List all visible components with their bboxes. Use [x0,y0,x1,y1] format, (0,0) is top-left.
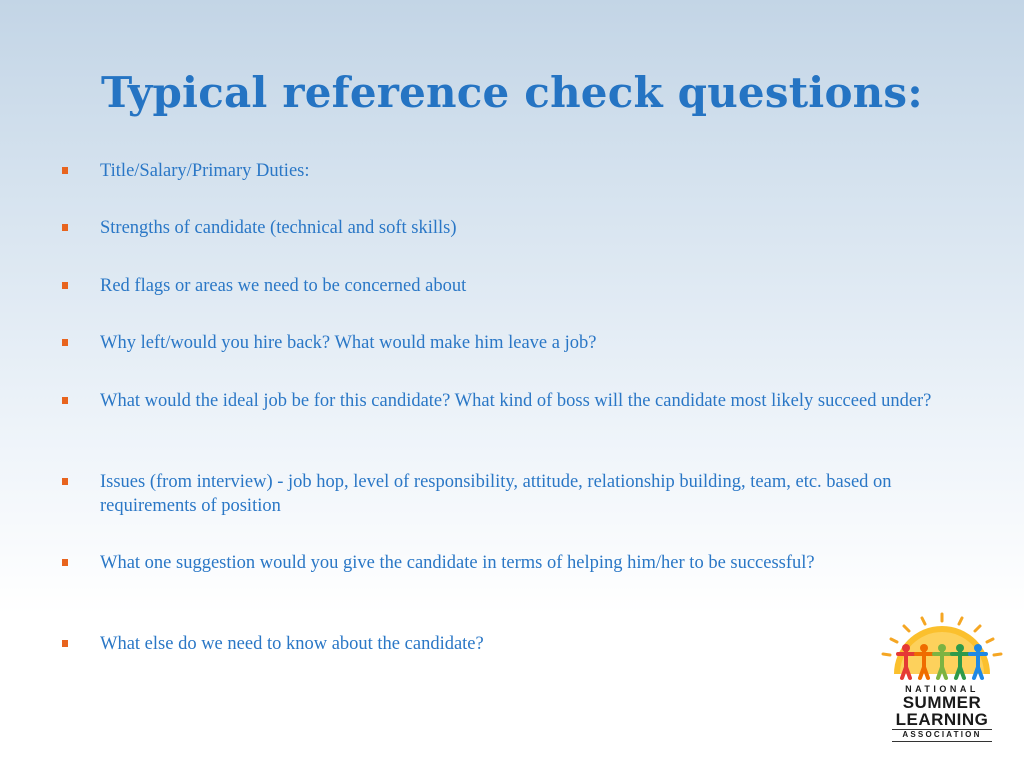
bullet-marker-icon [62,339,68,346]
bullet-item [62,216,962,240]
logo-learning-text: LEARNING [895,710,989,729]
bullet-item [62,470,962,518]
bullet-text: Title/Salary/Primary Duties: [100,161,310,181]
bullet-marker-icon [62,282,68,289]
bullet-item [62,159,962,183]
logo-national-text: NATIONAL [905,684,979,694]
bullet-item [62,331,962,355]
bullet-text: Strengths of candidate (technical and soft skills) [100,218,457,238]
bullet-item [62,551,962,575]
nsla-logo [878,612,1006,750]
slide-title: Typical reference check questions: [101,68,923,117]
bullet-marker-icon [62,224,68,231]
bullet-marker-icon [62,397,68,404]
bullet-item [62,274,962,298]
bullet-text: What would the ideal job be for this candidate? What kind of boss will the candidate most likely succeed under? [100,391,932,411]
bullet-text: What one suggestion would you give the candidate in terms of helping him/her to be successful? [100,553,815,573]
bullet-item [62,632,962,656]
bullet-item [62,389,962,413]
bullet-marker-icon [62,478,68,485]
bullet-marker-icon [62,167,68,174]
logo-divider [892,741,992,742]
logo-association-text: ASSOCIATION [902,730,982,739]
bullet-text: Issues (from interview) - job hop, level of responsibility, attitude, relationship building, team, etc. based on requirements of position [100,472,892,516]
bullet-text: Why left/would you hire back? What would make him leave a job? [100,333,597,353]
logo-summer-text: SUMMER [902,693,982,712]
sun-people-icon [878,612,1006,682]
bullet-marker-icon [62,559,68,566]
bullet-text: Red flags or areas we need to be concerned about [100,276,467,296]
bullet-marker-icon [62,640,68,647]
bullet-text: What else do we need to know about the candidate? [100,634,484,654]
